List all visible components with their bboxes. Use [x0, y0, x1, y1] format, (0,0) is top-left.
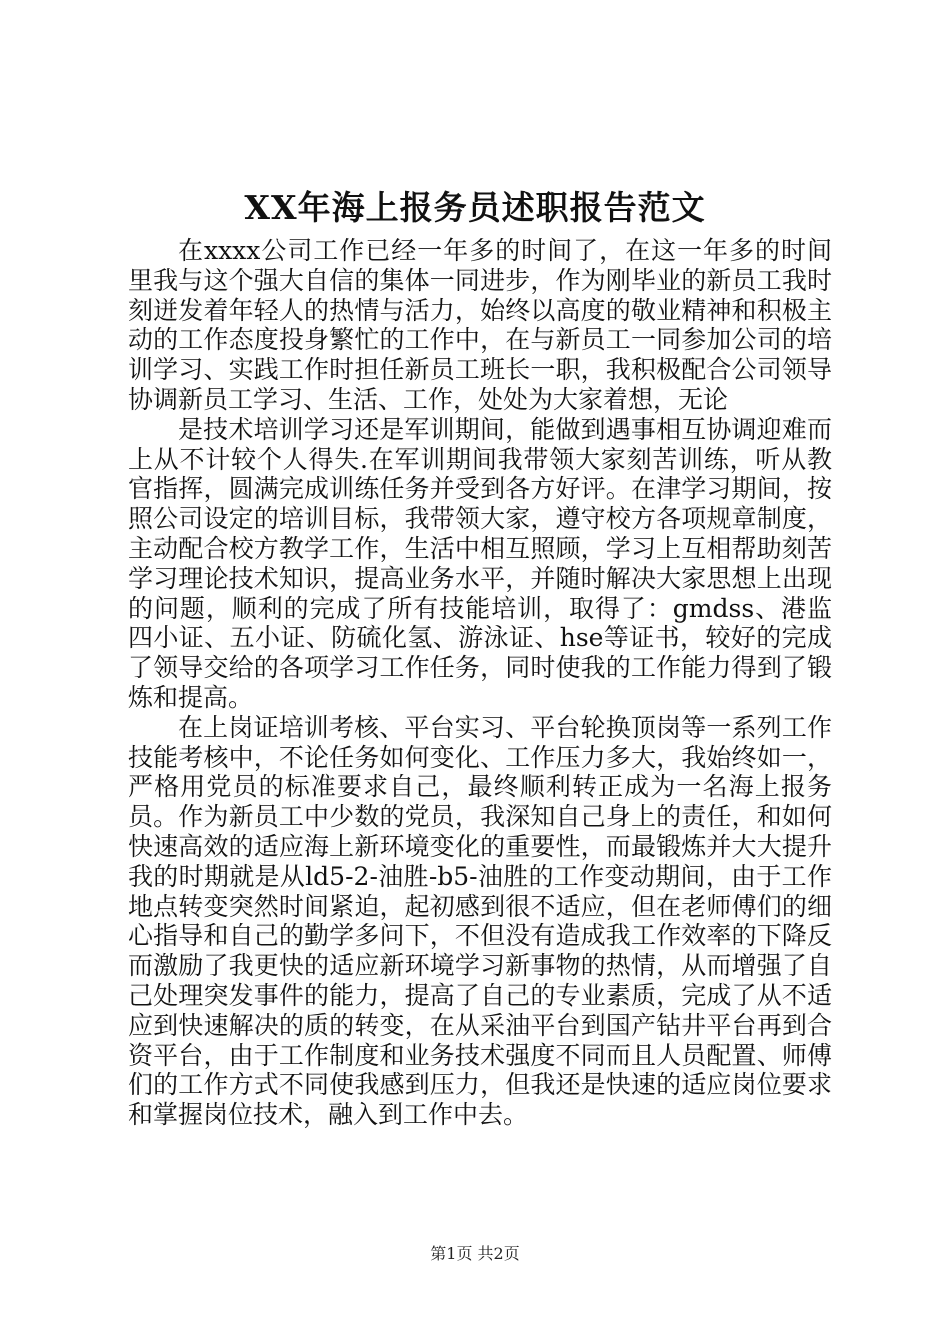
paragraph-3: 在上岗证培训考核、平台实习、平台轮换顶岗等一系列工作技能考核中，不论任务如何变化、工作压力多大，我始终如一，严格用党员的标准要求自己，最终顺利转正成为一名海上报务员。作为新员工中少数的党员，我深知自己身上的责任，和如何快速高效的适应海上新环境变化的重要性，而最锻炼并大大提升我的时期就是从ld5-2-油胜-b5-油胜的工作变动期间，由于工作地点转变突然时间紧迫，起初感到很不适应，但在老师傅们的细心指导和自己的勤学多问下，不但没有造成我工作效率的下降反而激励了我更快的适应新环境学习新事物的热情，从而增强了自己处理突发事件的能力，提高了自己的专业素质，完成了从不适应到快速解决的质的转变，在从采油平台到国产钻井平台再到合资平台，由于工作制度和业务技术强度不同而且人员配置、师傅们的工作方式不同使我感到压力，但我还是快速的适应岗位要求和掌握岗位技术，融入到工作中去。	[128, 712, 832, 1130]
document-body	[128, 236, 832, 1130]
document-title: XX年海上报务员述职报告范文	[244, 188, 706, 227]
page-footer: 第1页 共2页	[430, 1244, 520, 1263]
paragraph-2: 是技术培训学习还是军训期间，能做到遇事相互协调迎难而上从不计较个人得失.在军训期间我带领大家刻苦训练，听从教官指挥，圆满完成训练任务并受到各方好评。在津学习期间，按照公司设定的培训目标，我带领大家，遵守校方各项规章制度，主动配合校方教学工作，生活中相互照顾，学习上互相帮助刻苦学习理论技术知识，提高业务水平，并随时解决大家思想上出现的问题，顺利的完成了所有技能培训，取得了：gmdss、港监四小证、五小证、防硫化氢、游泳证、hse等证书，较好的完成了领导交给的各项学习工作任务，同时使我的工作能力得到了锻炼和提高。	[128, 414, 832, 712]
paragraph-1: 在xxxx公司工作已经一年多的时间了，在这一年多的时间里我与这个强大自信的集体一同进步，作为刚毕业的新员工我时刻迸发着年轻人的热情与活力，始终以高度的敬业精神和积极主动的工作态度投身繁忙的工作中，在与新员工一同参加公司的培训学习、实践工作时担任新员工班长一职，我积极配合公司领导协调新员工学习、生活、工作，处处为大家着想，无论	[128, 236, 832, 414]
